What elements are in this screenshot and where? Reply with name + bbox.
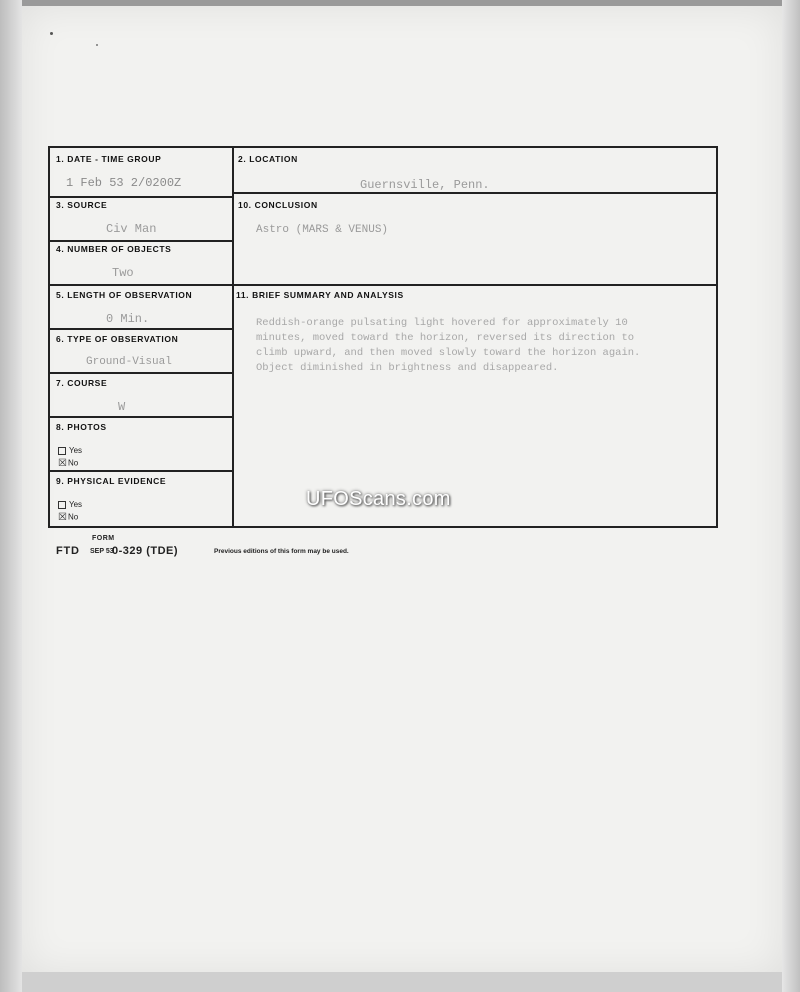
photos-yes-label: Yes	[69, 446, 83, 455]
row-divider	[50, 240, 232, 242]
scan-edge-right	[782, 0, 800, 992]
column-divider	[232, 148, 234, 526]
project-card-form	[48, 146, 718, 528]
row-divider	[232, 192, 718, 194]
summary-line: Reddish-orange pulsating light hovered for approximately 10	[256, 317, 628, 329]
form-word: FORM	[92, 535, 115, 542]
field-number-of-objects-label: 4. NUMBER OF OBJECTS	[56, 244, 172, 254]
photos-yes-option	[58, 446, 82, 455]
form-date: SEP 53	[90, 548, 114, 555]
field-photos-label: 8. PHOTOS	[56, 422, 107, 432]
row-divider	[50, 284, 718, 286]
field-course-value: W	[118, 400, 126, 414]
field-summary-text	[256, 316, 716, 376]
scan-speck	[96, 44, 98, 46]
field-source-value: Civ Man	[106, 222, 157, 236]
field-conclusion-value: Astro (MARS & VENUS)	[256, 224, 389, 236]
photos-no-label: No	[68, 458, 79, 468]
evidence-yes-option	[58, 500, 82, 509]
field-date-time-value: 1 Feb 53 2/0200Z	[66, 176, 182, 190]
summary-line: Object diminished in brightness and disappeared.	[256, 362, 559, 374]
row-divider	[50, 372, 232, 374]
scan-edge-left	[0, 0, 22, 992]
field-length-of-observation-label: 5. LENGTH OF OBSERVATION	[56, 290, 193, 300]
field-location-value: Guernsville, Penn.	[360, 178, 490, 192]
checkbox-icon	[58, 447, 66, 455]
scan-edge-bottom	[22, 972, 782, 992]
scan-speck	[50, 32, 53, 35]
field-type-of-observation-label: 6. TYPE OF OBSERVATION	[56, 334, 179, 344]
checked-box-icon: ☒	[58, 458, 67, 469]
field-date-time-label: 1. DATE - TIME GROUP	[56, 154, 162, 164]
field-type-of-observation-value: Ground-Visual	[86, 356, 172, 368]
summary-line: climb upward, and then moved slowly toward the horizon again.	[256, 347, 641, 359]
form-note: Previous editions of this form may be used.	[214, 548, 349, 555]
field-course-label: 7. COURSE	[56, 378, 108, 388]
row-divider	[50, 328, 232, 330]
row-divider	[50, 470, 232, 472]
checked-box-icon: ☒	[58, 512, 67, 523]
evidence-no-label: No	[68, 512, 79, 522]
field-summary-label: 11. BRIEF SUMMARY AND ANALYSIS	[236, 290, 404, 300]
field-length-of-observation-value: 0 Min.	[106, 312, 150, 326]
photos-no-option	[58, 458, 78, 469]
field-source-label: 3. SOURCE	[56, 200, 108, 210]
evidence-no-option	[58, 512, 78, 523]
row-divider	[50, 196, 232, 198]
summary-line: minutes, moved toward the horizon, reversed its direction to	[256, 332, 635, 344]
row-divider	[50, 416, 232, 418]
field-number-of-objects-value: Two	[112, 266, 134, 280]
field-location-label: 2. LOCATION	[238, 154, 298, 164]
watermark: UFOScans.com	[306, 488, 451, 510]
field-physical-evidence-label: 9. PHYSICAL EVIDENCE	[56, 476, 167, 486]
evidence-yes-label: Yes	[69, 500, 83, 509]
form-number: 0-329 (TDE)	[112, 545, 179, 557]
checkbox-icon	[58, 501, 66, 509]
field-conclusion-label: 10. CONCLUSION	[238, 200, 318, 210]
form-agency: FTD	[56, 545, 80, 557]
